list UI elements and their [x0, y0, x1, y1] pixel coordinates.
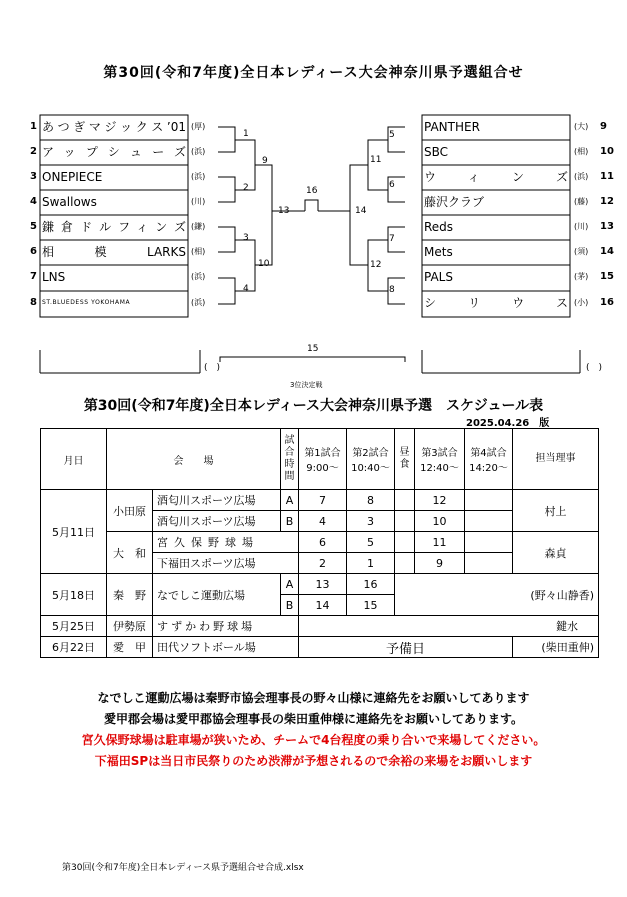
team-name: Swallows: [42, 195, 97, 209]
team-name: アップシューズ: [42, 145, 186, 159]
header-match-time: 試合時間: [281, 429, 299, 490]
page-title: 第30回(令和7年度)全日本レディース大会神奈川県予選組合せ: [103, 65, 524, 81]
header-game2: [347, 429, 395, 490]
team-seed: 16: [600, 297, 614, 308]
venue-cell: なでしこ運動広場: [153, 574, 281, 616]
date-cell: 5月18日: [41, 574, 107, 616]
header-game4: [465, 429, 513, 490]
schedule-table: [40, 428, 599, 658]
team-seed: 4: [30, 196, 37, 207]
officer-cell: (野々山静香): [395, 574, 599, 616]
team-name: Mets: [424, 245, 453, 259]
game-cell: 12: [415, 490, 465, 511]
team-name: ウィンズ: [424, 170, 568, 184]
game-cell: [465, 532, 513, 553]
match-number: 12: [370, 260, 382, 270]
team-name: LNS: [42, 270, 66, 284]
game-cell: 3: [347, 511, 395, 532]
team-pref: (小): [574, 298, 589, 307]
team-pref: (大): [574, 122, 589, 131]
team-name: 鎌倉ドルフィンズ: [42, 220, 186, 234]
court-cell: B: [281, 511, 299, 532]
game2-label: 第2試合: [352, 448, 389, 459]
match-number: 6: [389, 180, 395, 190]
game-cell: 11: [415, 532, 465, 553]
officer-cell: 村上: [513, 490, 599, 532]
note-line-warning: 宮久保野球場は駐車場が狭いため、チームで4台程度の乗り合いで来場してください。: [81, 733, 546, 747]
team-pref: (浜): [191, 147, 206, 156]
officer-cell: 鍵水: [299, 616, 599, 637]
note-line: 愛甲郡会場は愛甲郡協会理事長の柴田重伸様に連絡先をお願いしてあります。: [103, 712, 524, 726]
team-pref: (藤): [574, 197, 589, 206]
game-cell: 5: [347, 532, 395, 553]
third-place-right: ( ): [586, 363, 603, 373]
venue-cell: 下福田スポーツ広場: [153, 553, 299, 574]
team-pref: (浜): [191, 172, 206, 181]
date-cell: 5月25日: [41, 616, 107, 637]
team-seed: 6: [30, 246, 37, 257]
note-line: なでしこ運動広場は秦野市協会理事長の野々山様に連絡先をお願いしてあります: [97, 691, 530, 705]
team-name: シリウス: [424, 296, 568, 310]
third-place-label: 3位決定戦: [290, 381, 323, 389]
team-name: PANTHER: [424, 120, 480, 134]
game4-time: 14:20～: [469, 463, 508, 474]
team-seed: 14: [600, 246, 614, 257]
game-cell: 13: [299, 574, 347, 595]
match-number: 16: [306, 186, 318, 196]
team-seed: 9: [600, 121, 607, 132]
area-cell: 伊勢原: [107, 616, 153, 637]
team-name: 相模LARKS: [42, 245, 186, 259]
game-cell: 10: [415, 511, 465, 532]
schedule-title: 第30回(令和7年度)全日本レディース大会神奈川県予選 スケジュール表: [83, 398, 544, 414]
team-pref: (相): [191, 247, 206, 256]
game3-label: 第3試合: [421, 448, 458, 459]
match-number: 3: [243, 233, 249, 243]
game-cell: [465, 553, 513, 574]
team-name: SBC: [424, 145, 449, 159]
header-month-day: 月日: [41, 429, 107, 490]
team-seed: 2: [30, 146, 37, 157]
match-number: 2: [243, 183, 249, 193]
area-cell: 秦 野: [107, 574, 153, 616]
lunch-cell: [395, 490, 415, 511]
venue-cell: 酒匂川スポーツ広場: [153, 511, 281, 532]
game3-time: 12:40～: [420, 463, 459, 474]
date-cell: 5月11日: [41, 490, 107, 574]
game-cell: 7: [299, 490, 347, 511]
team-pref: (浜): [191, 272, 206, 281]
game-cell: 1: [347, 553, 395, 574]
match-number: 8: [389, 285, 395, 295]
team-seed: 13: [600, 221, 614, 232]
team-seed: 8: [30, 297, 37, 308]
team-seed: 5: [30, 221, 37, 232]
team-seed: 11: [600, 171, 614, 182]
team-pref: (浜): [574, 172, 589, 181]
match-number: 9: [262, 156, 268, 166]
game-cell: 15: [347, 595, 395, 616]
area-cell: 小田原: [107, 490, 153, 532]
lunch-cell: [395, 511, 415, 532]
lunch-cell: [395, 553, 415, 574]
team-name: Reds: [424, 220, 454, 234]
venue-cell: 宮久保野球場: [153, 532, 299, 553]
third-place-left: ( ): [204, 363, 221, 373]
game-cell: 16: [347, 574, 395, 595]
court-cell: A: [281, 574, 299, 595]
header-game3: [415, 429, 465, 490]
match-number: 10: [258, 259, 270, 269]
date-cell: 6月22日: [41, 637, 107, 658]
team-seed: 3: [30, 171, 37, 182]
team-seed: 15: [600, 271, 614, 282]
match-number: 1: [243, 129, 249, 139]
game-cell: [465, 511, 513, 532]
header-officer: 担当理事: [513, 429, 599, 490]
team-seed: 7: [30, 271, 37, 282]
team-seed: 12: [600, 196, 614, 207]
venue-cell: 酒匂川スポーツ広場: [153, 490, 281, 511]
match-number: 14: [355, 206, 367, 216]
team-pref: (茅): [574, 272, 589, 281]
team-pref: (須): [574, 247, 589, 256]
game-cell: 9: [415, 553, 465, 574]
game2-time: 10:40～: [351, 463, 390, 474]
court-cell: B: [281, 595, 299, 616]
match-number: 13: [278, 206, 290, 216]
game-cell: 4: [299, 511, 347, 532]
venue-cell: すずかわ野球場: [153, 616, 299, 637]
officer-cell: (柴田重伸): [513, 637, 599, 658]
team-pref: (厚): [191, 122, 206, 131]
game-cell: [465, 490, 513, 511]
match-number: 7: [389, 234, 395, 244]
game-cell: 2: [299, 553, 347, 574]
officer-cell: 森貞: [513, 532, 599, 574]
team-pref: (川): [574, 222, 589, 231]
court-cell: A: [281, 490, 299, 511]
team-pref: (鎌): [191, 222, 206, 231]
match-number: 11: [370, 155, 382, 165]
venue-cell: 田代ソフトボール場: [153, 637, 299, 658]
match-number: 15: [307, 344, 319, 354]
schedule-version: 2025.04.26 版: [466, 418, 550, 429]
match-number: 5: [389, 130, 395, 140]
game4-label: 第4試合: [470, 448, 507, 459]
team-pref: (相): [574, 147, 589, 156]
team-name: 藤沢クラブ: [424, 195, 485, 209]
team-pref: (浜): [191, 298, 206, 307]
team-name: PALS: [424, 270, 453, 284]
reserve-day-cell: 予備日: [299, 637, 513, 658]
header-game1: [299, 429, 347, 490]
area-cell: 愛 甲: [107, 637, 153, 658]
team-name: あつぎマジックス’01: [42, 120, 186, 134]
area-cell: 大 和: [107, 532, 153, 574]
header-lunch: 昼食: [395, 429, 415, 490]
header-venue: 会 場: [107, 429, 281, 490]
game1-label: 第1試合: [304, 448, 341, 459]
game-cell: 8: [347, 490, 395, 511]
note-line-warning: 下福田SPは当日市民祭りのため渋滞が予想されるので余裕の来場をお願いします: [94, 754, 533, 768]
footer-filename: 第30回(令和7年度)全日本レディース県予選組合せ合成.xlsx: [62, 863, 304, 873]
team-seed: 1: [30, 121, 37, 132]
team-name: ST.BLUEDESS YOKOHAMA: [42, 299, 131, 306]
game-cell: 6: [299, 532, 347, 553]
team-seed: 10: [600, 146, 614, 157]
game1-time: 9:00～: [306, 463, 339, 474]
team-pref: (川): [191, 197, 206, 206]
game-cell: 14: [299, 595, 347, 616]
team-name: ONEPIECE: [42, 170, 103, 184]
lunch-cell: [395, 532, 415, 553]
match-number: 4: [243, 284, 249, 294]
